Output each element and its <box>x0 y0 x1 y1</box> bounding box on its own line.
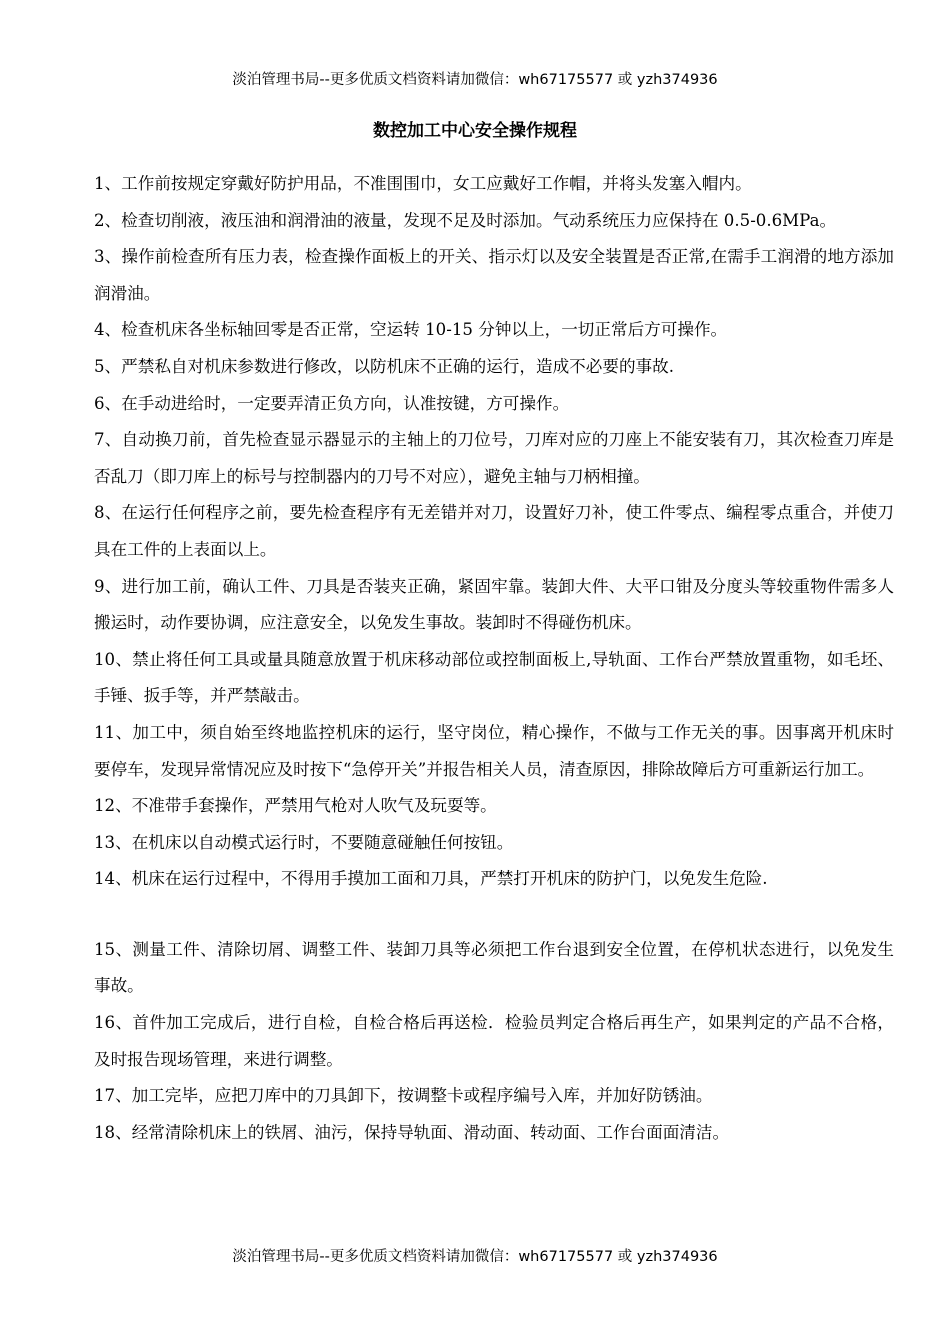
rule-item-3: 3、操作前检查所有压力表，检查操作面板上的开关、指示灯以及安全装置是否正常,在需手工润滑的地方添加润滑油。 <box>94 247 894 303</box>
rule-item-15: 15、测量工件、清除切屑、调整工件、装卸刀具等必须把工作台退到安全位置，在停机状态进行，以免发生事故。 <box>94 939 894 996</box>
rule-item-4: 4、检查机床各坐标轴回零是否正常，空运转 10-15 分钟以上，一切正常后方可操作。 <box>94 320 728 340</box>
rule-item-17: 17、加工完毕，应把刀库中的刀具卸下，按调整卡或程序编号入库，并加好防锈油。 <box>94 1086 713 1106</box>
rule-item-12: 12、不准带手套操作，严禁用气枪对人吹气及玩耍等。 <box>94 796 497 816</box>
document-title: 数控加工中心安全操作规程 <box>373 121 577 141</box>
rule-item-8: 8、在运行任何程序之前，要先检查程序有无差错并对刀，设置好刀补，使工件零点、编程零点重合，并使刀具在工件的上表面以上。 <box>94 503 894 559</box>
rule-item-11: 11、加工中，须自始至终地监控机床的运行，坚守岗位，精心操作，不做与工作无关的事。因事离开机床时要停车，发现异常情况应及时按下“急停开关”并报告相关人员，清查原因，排除故障后方可重新运行加工。 <box>94 722 894 779</box>
rule-item-13: 13、在机床以自动模式运行时，不要随意碰触任何按钮。 <box>94 832 514 852</box>
rule-item-5: 5、严禁私自对机床参数进行修改，以防机床不正确的运行，造成不必要的事故. <box>94 356 675 376</box>
rule-item-6: 6、在手动进给时，一定要弄清正负方向，认准按键，方可操作。 <box>94 393 570 413</box>
page-header: 淡泊管理书局--更多优质文档资料请加微信：wh67175577 或 yzh374936 <box>232 72 718 88</box>
safety-rules-list <box>94 166 894 1151</box>
rule-item-18: 18、经常清除机床上的铁屑、油污，保持导轨面、滑动面、转动面、工作台面面清洁。 <box>94 1122 730 1142</box>
rule-item-9: 9、进行加工前，确认工件、刀具是否装夹正确，紧固牢靠。装卸大件、大平口钳及分度头等较重物件需多人搬运时，动作要协调，应注意安全，以免发生事故。装卸时不得碰伤机床。 <box>94 576 894 633</box>
rule-item-16: 16、首件加工完成后，进行自检，自检合格后再送检．检验员判定合格后再生产，如果判定的产品不合格，及时报告现场管理，来进行调整。 <box>94 1013 894 1069</box>
rule-item-14: 14、机床在运行过程中，不得用手摸加工面和刀具，严禁打开机床的防护门，以免发生危险. <box>94 869 768 889</box>
rule-item-1: 1、工作前按规定穿戴好防护用品，不准围围巾，女工应戴好工作帽，并将头发塞入帽内。 <box>94 174 752 193</box>
rule-item-2: 2、检查切削液，液压油和润滑油的液量，发现不足及时添加。气动系统压力应保持在 0.5-0.6MPa。 <box>94 210 837 230</box>
rule-item-7: 7、自动换刀前，首先检查显示器显示的主轴上的刀位号，刀库对应的刀座上不能安装有刀，其次检查刀库是否乱刀（即刀库上的标号与控制器内的刀号不对应），避免主轴与刀柄相撞。 <box>94 430 894 486</box>
page-footer: 淡泊管理书局--更多优质文档资料请加微信：wh67175577 或 yzh374936 <box>232 1249 718 1265</box>
rule-item-10: 10、禁止将任何工具或量具随意放置于机床移动部位或控制面板上,导轨面、工作台严禁放置重物，如毛坯、手锤、扳手等，并严禁敲击。 <box>94 649 894 706</box>
